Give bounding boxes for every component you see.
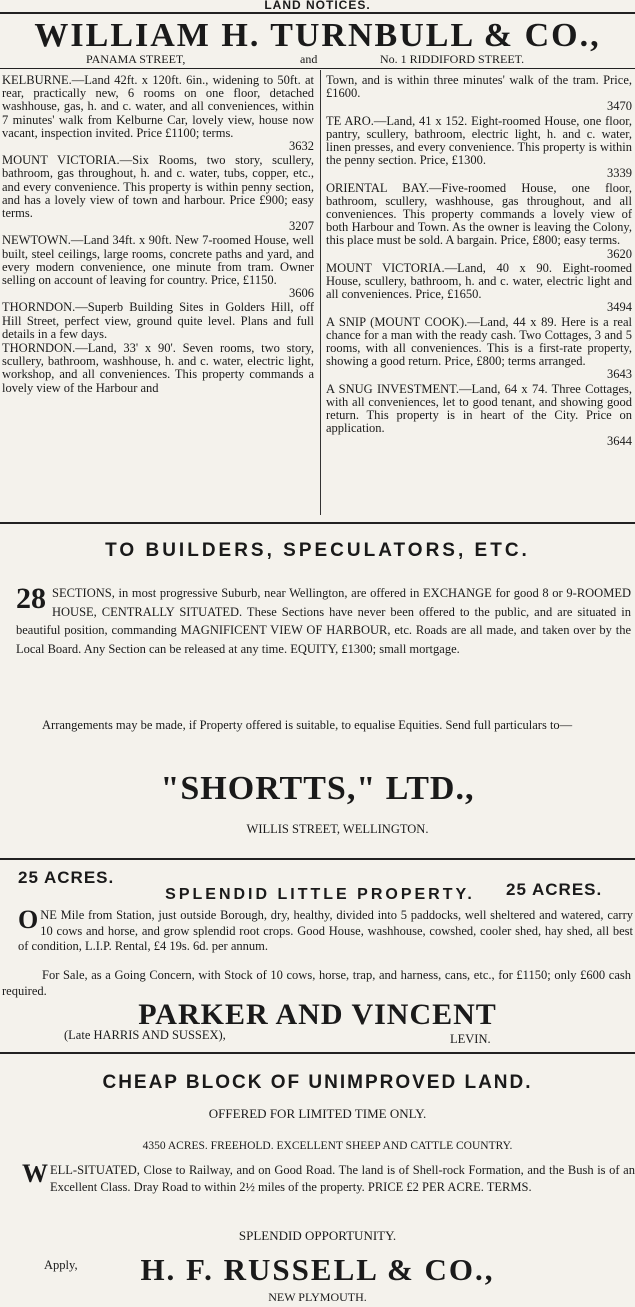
listing-text: TE ARO.—Land, 41 x 152. Eight-roomed House, one floor, pantry, scullery, bathroom, electric light, h. and c. water, linen presses, and every convenience. This property is within the penny section. Price, £1300. bbox=[326, 113, 632, 168]
listing-right-4 bbox=[326, 316, 632, 382]
listing-ref-number: 3620 bbox=[607, 246, 632, 261]
acres-notice bbox=[18, 905, 633, 955]
column-divider bbox=[320, 70, 321, 515]
acres-dropcap: O bbox=[18, 905, 39, 934]
listing-text: MOUNT VICTORIA.—Land, 40 x 90. Eight-roomed House, scullery, bathroom, h. and c. water, electric light and all conveniences. Price, £1650. bbox=[326, 260, 632, 302]
cheap-apply: Apply, bbox=[44, 1258, 78, 1272]
listing-text: A SNUG INVESTMENT.—Land, 64 x 74. Three Cottages, with all conveniences, let to good tenant, and showing good return. This property is in heart of the City. Price on application. bbox=[326, 381, 632, 436]
listing-text: THORNDON.—Superb Building Sites in Golders Hill, off Hill Street, perfect view, ground quite level. Plans and full details in a few days. bbox=[2, 300, 314, 341]
turnbull-rule bbox=[0, 68, 635, 69]
listing-ref-number: 3632 bbox=[289, 139, 314, 154]
listing-right-5 bbox=[326, 383, 632, 449]
builders-body2: Arrangements may be made, if Property offered is suitable, to equalise Equities. Send full particulars to— bbox=[42, 718, 573, 732]
listing-text: THORNDON.—Land, 33' x 90'. Seven rooms, two story, scullery, bathroom, washhouse, h. and c. water, electric light, workshop, and all conveniences. This property commands a lovely view of the Harbour and bbox=[2, 341, 314, 395]
listing-right-2 bbox=[326, 182, 632, 261]
listing-ref-number: 3494 bbox=[607, 300, 632, 315]
cheap-body: ELL-SITUATED, Close to Railway, and on Good Road. The land is of Shell-rock Formation, and the Bush is of an Excellent Class. Dray Road to within 2½ miles of the property. PRICE £2 PER ACRE. TERMS. bbox=[50, 1163, 635, 1194]
section-rule-3 bbox=[0, 1052, 635, 1054]
listing-left-2 bbox=[2, 234, 314, 300]
acres-label-right: 25 ACRES. bbox=[506, 880, 603, 899]
turnbull-right-column bbox=[326, 74, 632, 514]
listing-left-1 bbox=[2, 154, 314, 233]
listing-left-3 bbox=[2, 301, 314, 341]
builders-dropcap: 28 bbox=[16, 582, 46, 615]
listing-right-0 bbox=[326, 74, 632, 114]
builders-heading: TO BUILDERS, SPECULATORS, ETC. bbox=[105, 540, 530, 561]
turnbull-address-left: PANAMA STREET, bbox=[86, 52, 186, 66]
russell-firm: H. F. RUSSELL & CO., bbox=[140, 1252, 495, 1287]
shortts-address: WILLIS STREET, WELLINGTON. bbox=[246, 822, 429, 836]
parker-vincent-firm: PARKER AND VINCENT bbox=[138, 998, 497, 1031]
builders-body: SECTIONS, in most progressive Suburb, near Wellington, are offered in EXCHANGE for good 8 or 9-ROOMED HOUSE, CENTRALLY SITUATED. These Sections have never been offered to the public, and are situated in beautiful position, commanding MAGNIFICENT VIEW OF HARBOUR, etc. Roads are all made, and taken over by the Local Board. Any Section can be released at any time. EQUITY, £1300; small mortgage. bbox=[16, 586, 631, 656]
turnbull-address-right: No. 1 RIDDIFORD STREET. bbox=[380, 52, 525, 66]
russell-town: NEW PLYMOUTH. bbox=[268, 1290, 367, 1304]
turnbull-firm-name: WILLIAM H. TURNBULL & CO., bbox=[34, 17, 601, 54]
acres-title: SPLENDID LITTLE PROPERTY. bbox=[165, 886, 475, 903]
cheap-acres-line: 4350 ACRES. FREEHOLD. EXCELLENT SHEEP AND CATTLE COUNTRY. bbox=[142, 1140, 513, 1152]
listing-text: Town, and is within three minutes' walk of the tram. Price, £1600. bbox=[326, 74, 632, 101]
listing-left-0 bbox=[2, 74, 314, 153]
listing-text: KELBURNE.—Land 42ft. x 120ft. 6in., widening to 50ft. at rear, practically new, 6 rooms on one floor, detached washhouse, gas, h. and c. water, and all conveniences, within 7 minutes' walk from Kelburne Car, lovely view, house now vacant, inspection invited. Price £1100; terms. bbox=[2, 74, 314, 140]
listing-ref-number: 3644 bbox=[607, 434, 632, 449]
listing-text: NEWTOWN.—Land 34ft. x 90ft. New 7-roomed House, well built, steel ceilings, large rooms, concrete paths and yard, and every modern convenience, one minute from tram. Owner selling on account of leaving for country. Price, £1150. bbox=[2, 233, 314, 288]
listing-text: A SNIP (MOUNT COOK).—Land, 44 x 89. Here is a real chance for a man with the ready cash. Two Cottages, 3 and 5 rooms, with all conveniences. This is a first-rate property, showing a good return. Price, £800; terms arranged. bbox=[326, 314, 632, 369]
shortts-firm: "SHORTTS," LTD., bbox=[160, 770, 475, 807]
parker-late: (Late HARRIS AND SUSSEX), bbox=[64, 1028, 226, 1042]
listing-ref-number: 3470 bbox=[607, 99, 632, 114]
listing-right-1 bbox=[326, 115, 632, 181]
builders-notice bbox=[16, 584, 631, 658]
listing-text: MOUNT VICTORIA.—Six Rooms, two story, scullery, bathroom, gas throughout, h. and c. water, tubs, copper, etc., and every convenience. This property is within penny section, and has a lovely view of town and harbour. Price £900; easy terms. bbox=[2, 153, 314, 221]
acres-body: NE Mile from Station, just outside Borough, dry, healthy, divided into 5 paddocks, well sheltered and watered, carry 10 cows and horse, and grow splendid root crops. Good House, washhouse, cowshed, cooler shed, hay shed, all best of condition, L.I.P. Rental, £4 19s. 6d. per annum. bbox=[18, 908, 633, 953]
section-rule-2 bbox=[0, 858, 635, 860]
listing-ref-number: 3606 bbox=[289, 286, 314, 301]
cheap-opportunity: SPLENDID OPPORTUNITY. bbox=[238, 1228, 397, 1243]
top-rule bbox=[0, 12, 635, 14]
acres-body2: For Sale, as a Going Concern, with Stock of 10 cows, horse, trap, and harness, cans, etc., for £1150; only £600 cash required. bbox=[2, 968, 631, 998]
listing-ref-number: 3339 bbox=[607, 166, 632, 181]
cheap-heading: CHEAP BLOCK OF UNIMPROVED LAND. bbox=[102, 1072, 533, 1093]
cheap-notice bbox=[22, 1159, 635, 1196]
section-rule-1 bbox=[0, 522, 635, 524]
parker-town: LEVIN. bbox=[450, 1032, 491, 1046]
listing-right-3 bbox=[326, 262, 632, 315]
section-title: LAND NOTICES. bbox=[264, 0, 371, 12]
cheap-dropcap: W bbox=[22, 1159, 48, 1188]
acres-label-left: 25 ACRES. bbox=[18, 868, 115, 887]
cheap-sub: OFFERED FOR LIMITED TIME ONLY. bbox=[208, 1106, 427, 1121]
listing-left-4 bbox=[2, 342, 314, 395]
turnbull-address-and: and bbox=[300, 52, 318, 66]
listing-ref-number: 3643 bbox=[607, 367, 632, 382]
listing-ref-number: 3207 bbox=[289, 219, 314, 234]
listing-text: ORIENTAL BAY.—Five-roomed House, one floor, bathroom, scullery, washhouse, gas throughout, and all conveniences. This property commands a lovely view of both Harbour and Town. As the owner is leaving the Colony, this place must be sold. A bargain. Price, £800; easy terms. bbox=[326, 180, 632, 248]
turnbull-left-column bbox=[2, 74, 314, 514]
